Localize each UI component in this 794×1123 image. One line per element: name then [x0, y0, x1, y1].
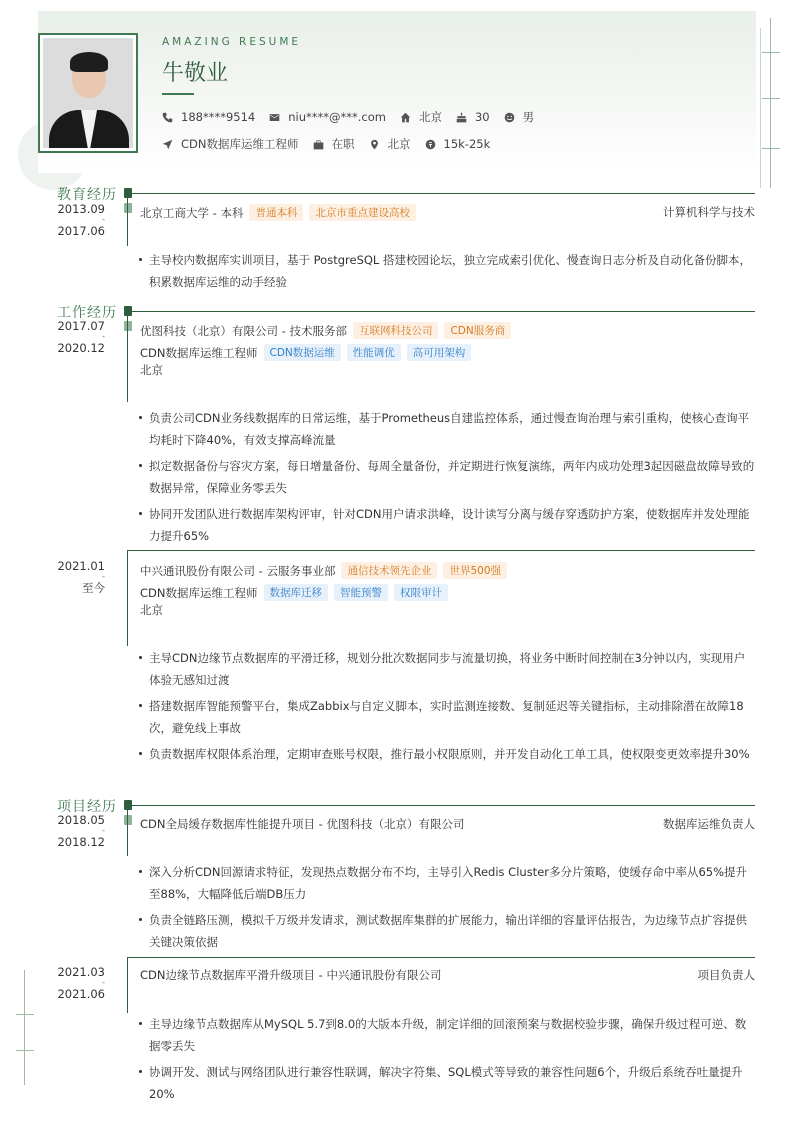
job-date: [57, 560, 105, 594]
date-separator: -: [102, 332, 105, 341]
education-bullets: [149, 249, 755, 297]
decorative-line: [16, 1050, 34, 1051]
age-item: [456, 110, 490, 124]
candidate-name: 牛敬业: [162, 61, 229, 86]
job-intent-row: [162, 136, 504, 152]
timeline-line: [127, 810, 128, 856]
salary-text: 15k-25k: [443, 137, 491, 151]
company-line: [140, 562, 507, 579]
school-name: 北京工商大学 - 本科: [140, 205, 244, 220]
briefcase-icon: [313, 139, 324, 150]
role-line: [140, 584, 448, 601]
timeline-line: [127, 957, 128, 1013]
start-date: 2021.01: [57, 559, 105, 573]
list-item: 负责全链路压测，模拟千万级并发请求，测试数据库集群的扩展能力，输出详细的容量评估报告，为边缘节点扩容提供关键决策依据: [149, 909, 755, 953]
timeline-line: [127, 316, 128, 402]
home-icon: [400, 112, 411, 123]
section-marker: [124, 800, 132, 810]
decorative-line: [762, 52, 780, 53]
list-item: 深入分析CDN回源请求特征，发现热点数据分布不均，主导引入Redis Cluster多分片策略，使缓存命中率从65%提升至88%，大幅降低后端DB压力: [149, 861, 755, 905]
gender-item: [504, 109, 535, 125]
project-name: CDN边缘节点数据库平滑升级项目 - 中兴通讯股份有限公司: [140, 968, 442, 982]
end-date: 2021.06: [57, 987, 105, 1001]
project-bullets: [149, 1013, 755, 1109]
role-line: [140, 344, 471, 361]
date-separator: -: [102, 978, 105, 987]
role-name: CDN数据库运维工程师: [140, 585, 258, 600]
entry-marker: [124, 815, 132, 825]
section-divider: [125, 311, 755, 312]
job-city: 北京: [140, 363, 163, 377]
date-separator: -: [102, 572, 105, 581]
list-item: 搭建数据库智能预警平台，集成Zabbix与自定义脚本，实时监测连接数、复制延迟等关键指标，主动排除潜在故障18次，避免线上事故: [149, 695, 755, 739]
list-item: 协调开发、测试与网络团队进行兼容性联调，解决字符集、SQL模式等导致的兼容性问题6个，升级后系统吞吐量提升20%: [149, 1061, 755, 1105]
project-role: 项目负责人: [697, 968, 755, 982]
decorative-line: [762, 98, 780, 99]
decorative-line: [762, 148, 780, 149]
position-item: [162, 136, 299, 152]
start-date: 2021.03: [57, 965, 105, 979]
school-tag: 普通本科: [249, 204, 303, 221]
project-bullets: [149, 861, 755, 957]
phone-icon: [162, 112, 173, 123]
skill-tag: 数据库迁移: [264, 584, 329, 601]
school-tag: 北京市重点建设高校: [309, 204, 416, 221]
decorative-line: [24, 970, 25, 1085]
skill-tag: CDN数据运维: [264, 344, 341, 361]
gender-text: 男: [522, 110, 535, 124]
position-text: CDN数据库运维工程师: [181, 137, 299, 151]
education-date: [57, 203, 105, 237]
company-line: [140, 322, 511, 339]
entry-divider: [127, 550, 755, 551]
contact-row: [162, 109, 548, 125]
start-date: 2017.07: [57, 319, 105, 333]
company-tag: 通信技术领先企业: [341, 562, 437, 579]
section-marker: [124, 306, 132, 316]
project-section-title: 项目经历: [57, 799, 117, 815]
work-section-title: 工作经历: [57, 305, 117, 321]
decorative-line: [760, 28, 761, 188]
date-separator: -: [102, 215, 105, 224]
entry-divider: [127, 957, 755, 958]
company-tag: CDN服务商: [444, 322, 511, 339]
email-item: [269, 110, 386, 124]
entry-marker: [124, 203, 132, 213]
education-section-title: 教育经历: [57, 187, 117, 203]
list-item: 主导校内数据库实训项目，基于 PostgreSQL 搭建校园论坛，独立完成索引优化、慢查询日志分析及自动化备份脚本，积累数据库运维的动手经验: [149, 249, 755, 293]
email-text: niu****@***.com: [288, 110, 386, 124]
section-marker: [124, 188, 132, 198]
project-date: [57, 814, 105, 848]
section-divider: [125, 805, 755, 806]
target-city-item: [369, 136, 411, 152]
decorative-line: [770, 18, 771, 188]
list-item: 拟定数据备份与容灾方案，每日增量备份、每周全量备份，并定期进行恢复演练，两年内成功处理3起因磁盘故障导致的数据异常，保障业务零丢失: [149, 455, 755, 499]
company-tag: 互联网科技公司: [353, 322, 439, 339]
job-city: 北京: [140, 603, 163, 617]
entry-marker: [124, 321, 132, 331]
date-separator: -: [102, 826, 105, 835]
send-icon: [162, 139, 173, 150]
cake-icon: [456, 112, 467, 123]
job-bullets: [149, 647, 755, 769]
start-date: 2018.05: [57, 813, 105, 827]
list-item: 负责公司CDN业务线数据库的日常运维，基于Prometheus自建监控体系，通过慢查询治理与索引重构，使核心查询平均耗时下降40%，有效支撑高峰流量: [149, 407, 755, 451]
status-item: [313, 136, 355, 152]
company-name: 中兴通讯股份有限公司 - 云服务事业部: [140, 563, 336, 578]
end-date: 2020.12: [57, 341, 105, 355]
phone-text: 188****9514: [181, 110, 256, 124]
city-text: 北京: [418, 110, 442, 124]
mail-icon: [269, 112, 280, 123]
target-city-text: 北京: [387, 137, 411, 151]
decorative-line: [16, 1014, 34, 1015]
city-item: [400, 109, 442, 125]
job-bullets: [149, 407, 755, 551]
company-name: 优图科技（北京）有限公司 - 技术服务部: [140, 323, 347, 338]
list-item: 协同开发团队进行数据库架构评审，针对CDN用户请求洪峰，设计读写分离与缓存穿透防护方案，使数据库并发处理能力提升65%: [149, 503, 755, 547]
role-name: CDN数据库运维工程师: [140, 345, 258, 360]
list-item: 主导边缘节点数据库从MySQL 5.7到8.0的大版本升级，制定详细的回滚预案与数据校验步骤，确保升级过程可逆、数据零丢失: [149, 1013, 755, 1057]
end-date: 2017.06: [57, 224, 105, 238]
skill-tag: 智能预警: [334, 584, 388, 601]
salary-item: [425, 137, 491, 151]
project-role: 数据库运维负责人: [663, 817, 755, 831]
location-icon: [369, 139, 380, 150]
skill-tag: 性能调优: [347, 344, 401, 361]
end-date: 至今: [82, 581, 105, 595]
end-date: 2018.12: [57, 835, 105, 849]
timeline-line: [127, 198, 128, 246]
smile-icon: [504, 112, 515, 123]
start-date: 2013.09: [57, 202, 105, 216]
school-line: [140, 204, 416, 221]
coin-icon: [425, 139, 436, 150]
skill-tag: 高可用架构: [407, 344, 472, 361]
list-item: 主导CDN边缘节点数据库的平滑迁移，规划分批次数据同步与流量切换，将业务中断时间控制在3分钟以内，实现用户体验无感知过渡: [149, 647, 755, 691]
profile-photo: [38, 33, 138, 153]
list-item: 负责数据库权限体系治理，定期审查账号权限，推行最小权限原则，并开发自动化工单工具，使权限变更效率提升30%: [149, 743, 755, 765]
company-tag: 世界500强: [443, 562, 507, 579]
job-date: [57, 320, 105, 354]
project-date: [57, 966, 105, 1000]
status-text: 在职: [331, 137, 355, 151]
age-text: 30: [474, 110, 490, 124]
skill-tag: 权限审计: [394, 584, 448, 601]
brand-label: AMAZING RESUME: [162, 36, 302, 48]
major: 计算机科学与技术: [663, 205, 755, 219]
name-underline: [162, 93, 194, 95]
project-name: CDN全局缓存数据库性能提升项目 - 优图科技（北京）有限公司: [140, 817, 465, 831]
section-divider: [125, 193, 755, 194]
timeline-line: [127, 550, 128, 646]
phone-item: [162, 110, 255, 124]
